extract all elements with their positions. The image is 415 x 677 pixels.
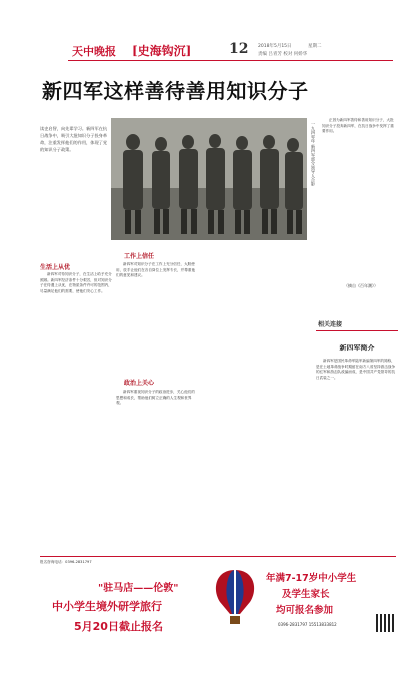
hot-air-balloon-icon bbox=[210, 568, 260, 628]
mid-column-text-2 bbox=[116, 390, 196, 525]
qr-code bbox=[376, 614, 394, 632]
ad-right-phone: 0396-2831797 15513833812 bbox=[278, 622, 337, 627]
ad-separator bbox=[40, 556, 396, 557]
issue-weekday: 星期二 bbox=[308, 44, 322, 49]
page-number: 12 bbox=[229, 41, 249, 57]
sidebar-text bbox=[316, 359, 398, 381]
photo-figures-icon bbox=[111, 118, 307, 240]
photo-caption: 一九四零年 新四军部分领导人合影 bbox=[311, 122, 316, 187]
right-column-para: 正因为新四军善待和善用知识分子，大批知识分子投奔新四军，在抗日战争中发挥了重要作用。 bbox=[322, 118, 394, 134]
mid-column-para-2: 新四军重视知识分子的政治进步，关心他们的思想和成长，帮助他们树立正确的人生观和世界观。 bbox=[116, 390, 195, 406]
mid-section-title-2: 政治上关心 bbox=[124, 380, 155, 387]
issue-date: 2018年5月15日 bbox=[258, 44, 292, 49]
paper-name: 天中晚报 bbox=[72, 45, 116, 58]
sidebar-title: 新四军简介 bbox=[339, 343, 375, 352]
intro-text: 读史启智，向先辈学习。新四军在抗日战争中，吸引大批知识分子投身革命，注重发挥他们的作用，体现了党的知识分子政策。 bbox=[40, 126, 108, 152]
mid-column-text bbox=[116, 262, 196, 372]
ad-left-text: 报名咨询电话：0396-2831797 bbox=[40, 560, 92, 564]
headline: 新四军这样善待善用知识分子 bbox=[42, 79, 309, 103]
masthead bbox=[20, 40, 395, 62]
masthead-rule bbox=[68, 60, 393, 61]
mid-section-title-1: 工作上信任 bbox=[124, 253, 155, 260]
source-note: （摘自《百年潮》） bbox=[344, 283, 378, 288]
sidebar-box bbox=[316, 330, 398, 531]
ad-right-line3: 均可报名参加 bbox=[276, 605, 334, 616]
ad-middle-line1: "驻马店——伦敦" bbox=[98, 583, 179, 594]
sidebar-para: 新四军是国民革命军陆军新编第四军的简称，是在土地革命战争时期留在南方八省坚持游击战争的红军和游击队改编而成，是中国共产党领导的抗日武装之一。 bbox=[316, 359, 396, 380]
editors: 责编 吕青芳 校对 何娇华 bbox=[258, 52, 308, 57]
left-column-text bbox=[40, 272, 112, 555]
ad-middle-line3: 5月20日截止报名 bbox=[74, 620, 163, 633]
section-name: [史海钩沉] bbox=[132, 44, 192, 58]
balloon-illustration bbox=[210, 568, 260, 628]
ad-right bbox=[262, 560, 396, 636]
ad-right-line2: 及学生家长 bbox=[282, 589, 330, 600]
historical-photo bbox=[111, 118, 307, 240]
right-column-text bbox=[322, 118, 396, 278]
ad-right-line1: 年满7-17岁中小学生 bbox=[266, 573, 357, 584]
ad-middle-line2: 中小学生境外研学旅行 bbox=[52, 600, 162, 613]
left-column-para: 新四军对待知识分子，在生活上给予充分照顾。新四军经济条件十分艰苦，但对知识分子在待遇上从优，在物质条件许可的范围内，尽量满足他们的需要，使他们安心工作。 bbox=[40, 272, 112, 293]
left-section-title: 生活上从优 bbox=[40, 264, 71, 271]
related-label: 相关连接 bbox=[318, 321, 343, 328]
mid-column-para: 新四军对知识分子在工作上充分信任，大胆使用，放手让他们在各自岗位上发挥专长，并尊重他们的意见和建议。 bbox=[116, 262, 196, 278]
